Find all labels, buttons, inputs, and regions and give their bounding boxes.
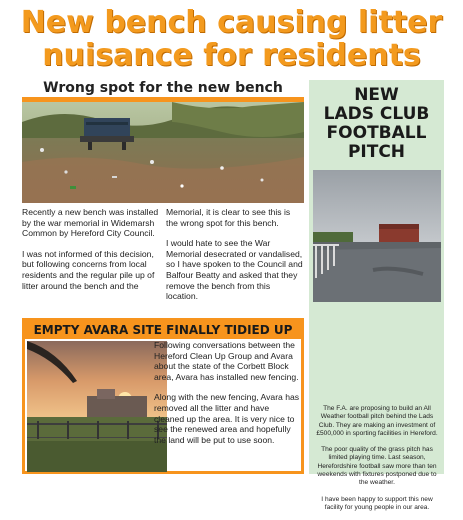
football-title-line: NEW — [354, 85, 399, 105]
avara-paragraph: Along with the new fencing, Avara has removed all the litter and have cleaned up the area. It is very nice to see the renewed area and hopefully the land will be put to use soon. — [154, 392, 300, 445]
football-story-text — [315, 405, 439, 520]
avara-paragraph: Following conversations between the Hereford Clean Up Group and Avara about the state of the Corbett Block area, Avara has installed new fencing. — [154, 340, 299, 382]
avara-story-heading: EMPTY AVARA SITE FINALLY TIDIED UP — [25, 321, 301, 339]
football-title-line: FOOTBALL — [326, 123, 427, 143]
football-title-line: LADS CLUB — [323, 104, 430, 124]
bench-paragraph: Recently a new bench was installed by the war memorial in Widemarsh Common by Hereford City Council. — [22, 207, 159, 239]
football-paragraph: The poor quality of the grass pitch has limited playing time. Last season, Herefordshire football saw more than ten weekends with fixtures postponed due to the weather. — [317, 446, 437, 487]
headline-line-1: New bench causing litter — [20, 5, 443, 40]
football-title-line: PITCH — [347, 142, 406, 162]
bench-paragraph: Memorial, it is clear to see this is the wrong spot for this bench. — [166, 207, 291, 228]
bench-story-column-2 — [166, 207, 304, 312]
main-headline — [0, 6, 463, 72]
football-story-heading — [309, 86, 444, 162]
headline-line-2: nuisance for residents — [42, 38, 421, 73]
bench-story-column-1 — [22, 207, 160, 301]
football-paragraph: The F.A. are proposing to build an All Weather football pitch behind the Lads Club. They are making an investment of £500,000 in sporting facilities in Hereford. — [316, 405, 438, 437]
bench-story-heading: Wrong spot for the new bench — [22, 80, 304, 97]
football-story-panel — [309, 80, 444, 511]
avara-story-text — [154, 340, 300, 455]
bench-photo — [22, 102, 304, 203]
avara-site-photo — [27, 341, 167, 472]
football-paragraph: I have been happy to support this new facility for young people in our area. — [321, 495, 433, 511]
bench-paragraph: I was not informed of this decision, but following concerns from local residents and the regular pile up of litter around the bench and the — [22, 248, 155, 291]
pitch-photo — [313, 170, 441, 302]
bench-paragraph: I would hate to see the War Memorial desecrated or vandalised, so I have spoken to the Council and Balfour Beatty and asked that they remove the bench from this location. — [166, 238, 303, 302]
